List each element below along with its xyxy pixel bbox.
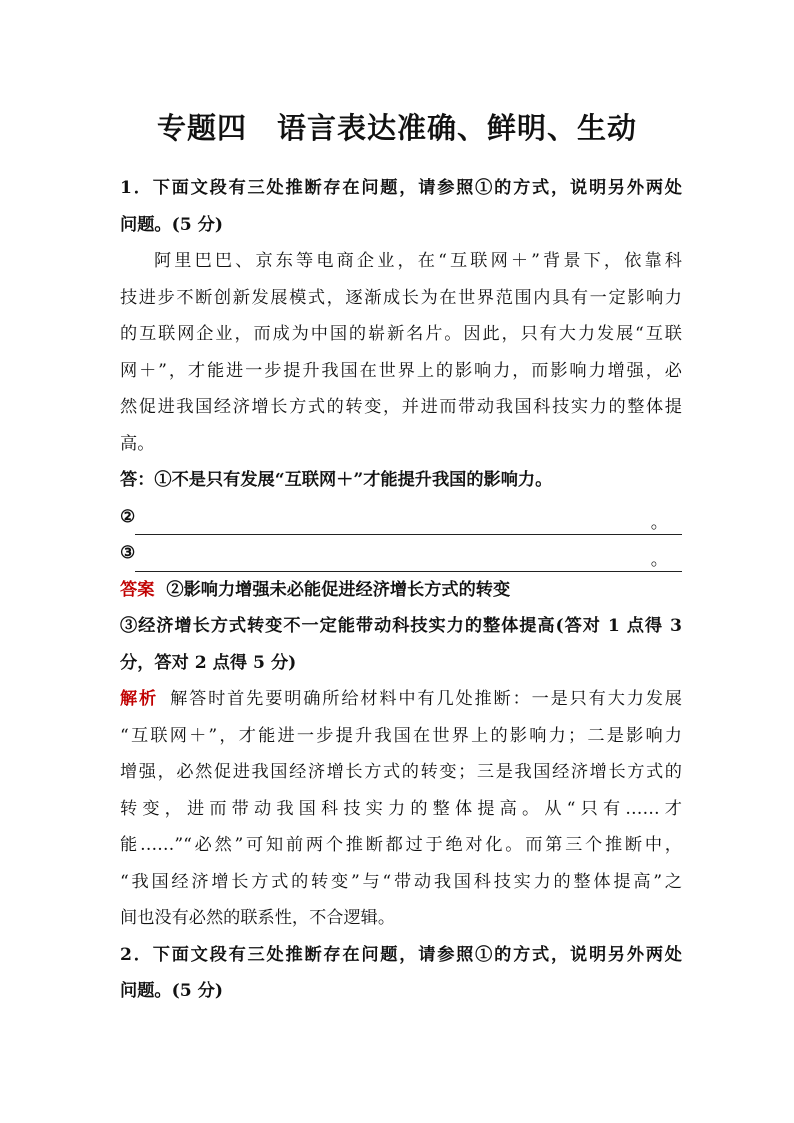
blank-3-rule[interactable] [135,549,682,572]
q1-passage-line-5: 然促进我国经济增长方式的转变，并进而带动我国科技实力的整体提 [120,397,682,417]
page-title: 专题四 语言表达准确、鲜明、生动 [156,111,637,145]
q1-answer-line: 答：①不是只有发展“互联网＋”才能提升我国的影响力。 [120,470,553,490]
q1-analysis-line-1 [120,681,682,718]
blank-2-end: 。 [650,513,668,533]
answer-key-label: 答案 [120,579,155,600]
q1-key-line-1 [120,572,682,609]
q1-key-line-3: 分，答对 2 点得 5 分) [120,652,297,673]
q1-passage-line-4: 网＋”，才能进一步提升我国在世界上的影响力，而影响力增强，必 [120,360,682,381]
blank-3-number: ③ [120,543,136,563]
q1-key-text-1: ②影响力增强未必能促进经济增长方式的转变 [166,579,511,600]
q1-key-line-2: ③经济增长方式转变不一定能带动科技实力的整体提高(答对 1 点得 3 [120,616,682,636]
q1-analysis-line-6: “我国经济增长方式的转变”与“带动我国科技实力的整体提高”之 [120,871,682,892]
q2-prompt-line-1: 2．下面文段有三处推断存在问题，请参照①的方式，说明另外两处 [120,944,682,965]
q1-passage-line-3: 的互联网企业，而成为中国的崭新名片。因此，只有大力发展“互联 [120,324,682,344]
q1-blank-3[interactable] [120,535,682,572]
q1-passage-line-6: 高。 [120,433,155,454]
q1-blank-2[interactable] [120,499,682,536]
q1-analysis-line-7: 间也没有必然的联系性，不合逻辑。 [120,908,396,928]
q2-prompt-line-2: 问题。(5 分) [120,981,223,1001]
q1-analysis-line-3: 增强，必然促进我国经济增长方式的转变；三是我国经济增长方式的 [120,762,682,782]
blank-3-end: 。 [650,549,668,570]
q1-prompt-line-2: 问题。(5 分) [120,214,223,235]
content-body [120,170,682,1010]
q1-analysis-line-5: 能……”“必然”可知前两个推断都过于绝对化。而第三个推断中， [120,835,682,855]
analysis-label: 解析 [120,689,159,709]
blank-2-number: ② [120,506,136,527]
q1-passage-line-2: 技进步不断创新发展模式，逐渐成长为在世界范围内具有一定影响力 [120,287,682,308]
q1-passage-line-1: 阿里巴巴、京东等电商企业，在“互联网＋”背景下，依靠科 [154,251,682,271]
q1-analysis-line-2: “互联网＋”，才能进一步提升我国在世界上的影响力；二是影响力 [120,725,682,746]
q1-prompt-line-1: 1．下面文段有三处推断存在问题，请参照①的方式，说明另外两处 [120,178,682,198]
q1-analysis-text-1: 解答时首先要明确所给材料中有几处推断：一是只有大力发展 [170,689,682,709]
q1-analysis-line-4: 转变，进而带动我国科技实力的整体提高。从“只有……才 [120,798,682,819]
blank-2-rule[interactable] [135,512,682,535]
